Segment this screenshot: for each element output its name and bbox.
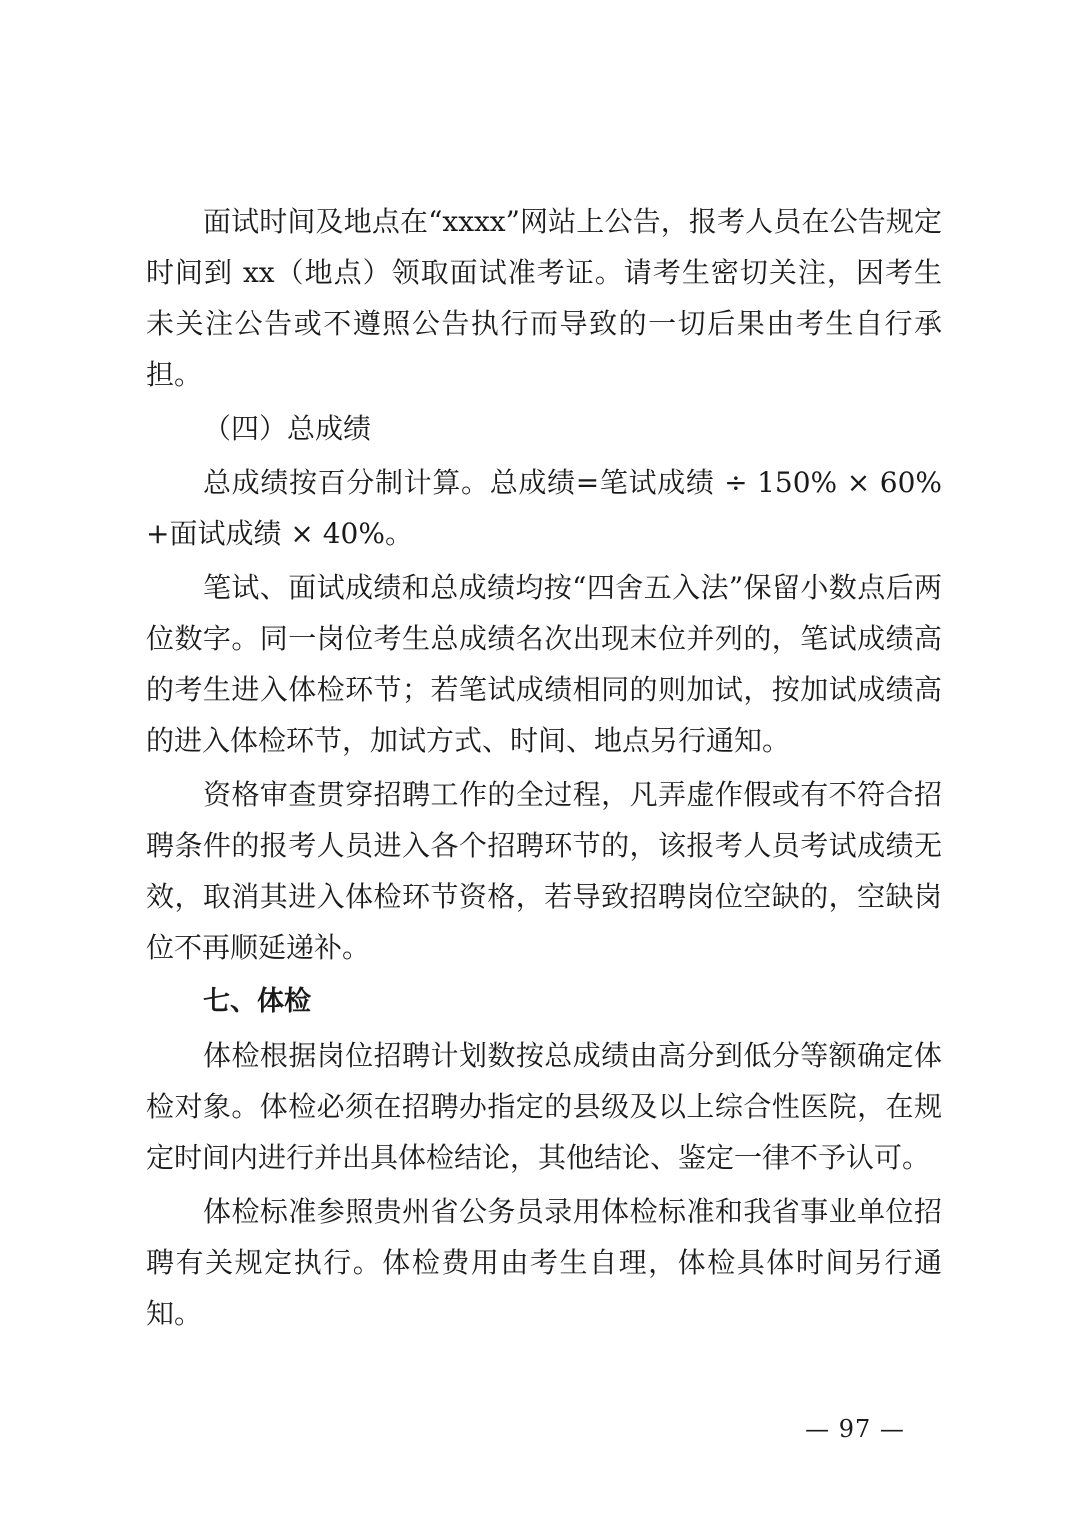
qualification-review-paragraph: 资格审查贯穿招聘工作的全过程，凡弄虚作假或有不符合招聘条件的报考人员进入各个招聘环节的，该报考人员考试成绩无效，取消其进入体检环节资格，若导致招聘岗位空缺的，空缺岗位不再顺延递补。 [146, 778, 942, 964]
physical-exam-standard-paragraph: 体检标准参照贵州省公务员录用体检标准和我省事业单位招聘有关规定执行。体检费用由考生自理，体检具体时间另行通知。 [146, 1195, 942, 1330]
physical-exam-heading: 七、体检 [203, 986, 311, 1017]
physical-exam-target-paragraph: 体检根据岗位招聘计划数按总成绩由高分到低分等额确定体检对象。体检必须在招聘办指定的县级及以上综合性医院，在规定时间内进行并出具体检结论，其他结论、鉴定一律不予认可。 [146, 1039, 942, 1174]
document-body [146, 196, 942, 1342]
rounding-rule-paragraph: 笔试、面试成绩和总成绩均按“四舍五入法”保留小数点后两位数字。同一岗位考生总成绩名次出现末位并列的，笔试成绩高的考生进入体检环节；若笔试成绩相同的则加试，按加试成绩高的进入体检环节，加试方式、时间、地点另行通知。 [146, 571, 942, 757]
page-number: — 97 — [805, 1415, 905, 1443]
total-score-subheading: （四）总成绩 [203, 412, 372, 445]
interview-notice-paragraph: 面试时间及地点在“xxxx”网站上公告，报考人员在公告规定时间到 xx（地点）领取面试准考证。请考生密切关注，因考生未关注公告或不遵照公告执行而导致的一切后果由考生自行承担。 [146, 205, 942, 391]
total-score-formula-paragraph: 总成绩按百分制计算。总成绩=笔试成绩 ÷ 150% × 60%+面试成绩 × 40%。 [146, 466, 942, 550]
